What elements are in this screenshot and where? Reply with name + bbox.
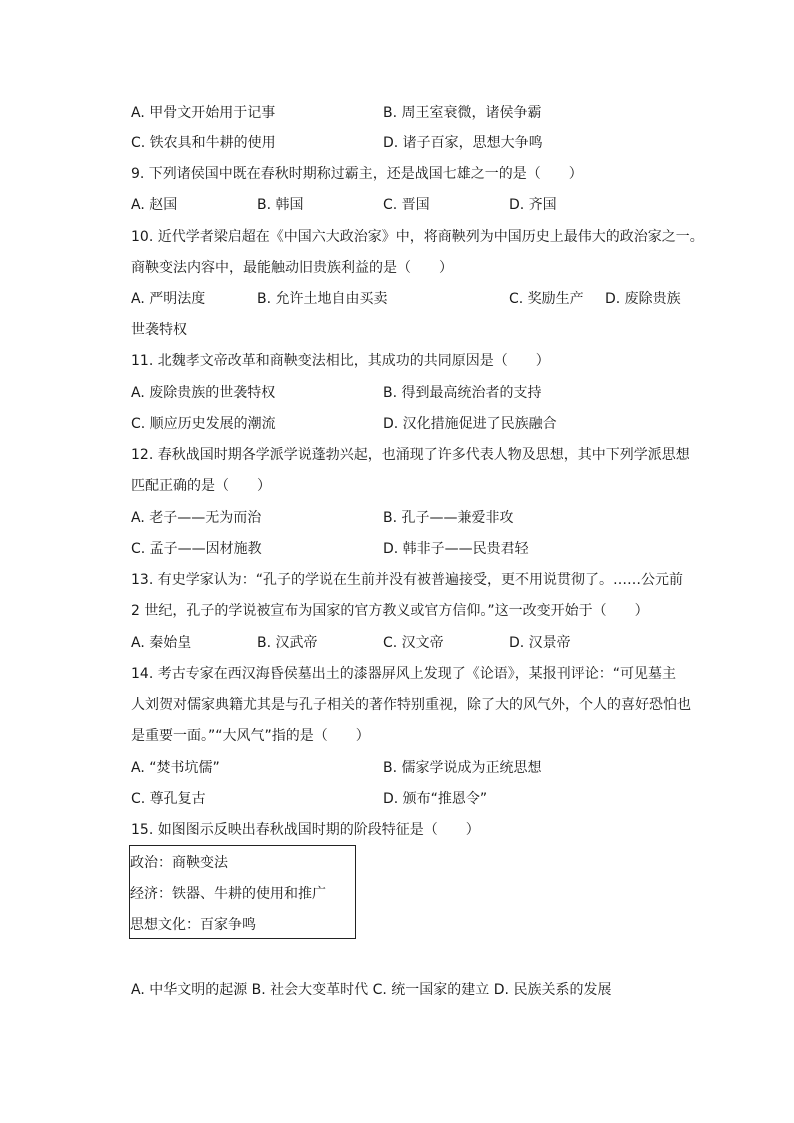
q15-box-culture: 思想文化：百家争鸣 (130, 917, 256, 933)
q9-option-b: B. 韩国 (257, 197, 304, 213)
q15-box-politics: 政治：商鞅变法 (130, 855, 228, 871)
q15-box-economy: 经济：铁器、牛耕的使用和推广 (130, 886, 326, 902)
q10-stem-line1: 10. 近代学者梁启超在《中国六大政治家》中，将商鞅列为中国历史上最伟大的政治家之一。 (131, 229, 704, 245)
q11-option-b: B. 得到最高统治者的支持 (383, 385, 542, 401)
q11-stem: 11. 北魏孝文帝改革和商鞅变法相比，其成功的共同原因是（ ） (131, 353, 550, 369)
q12-option-a: A. 老子——无为而治 (131, 510, 262, 526)
q12-stem-line1: 12. 春秋战国时期各学派学说蓬勃兴起，也涌现了许多代表人物及思想，其中下列学派思想 (131, 447, 690, 463)
q13-option-b: B. 汉武帝 (257, 635, 318, 651)
q15-info-box (129, 845, 356, 939)
q10-option-a: A. 严明法度 (131, 291, 206, 307)
q14-stem-line2: 人刘贺对儒家典籍尤其是与孔子相关的著作特别重视，除了大的风气外，个人的喜好恐怕也 (131, 697, 691, 713)
q12-stem-line2: 匹配正确的是（ ） (131, 478, 271, 494)
q10-option-c: C. 奖励生产 (509, 291, 584, 307)
q12-option-c: C. 孟子——因材施教 (131, 541, 262, 557)
q8-option-b: B. 周王室衰微，诸侯争霸 (383, 105, 542, 121)
q10-option-d: D. 废除贵族 (605, 291, 681, 307)
q15-options: A. 中华文明的起源 B. 社会大变革时代 C. 统一国家的建立 D. 民族关系的发展 (131, 982, 612, 998)
q14-option-a: A. “焚书坑儒” (131, 760, 220, 776)
q10-option-d-continued: 世袭特权 (131, 322, 187, 338)
q14-stem-line3: 是重要一面。”“大风气”指的是（ ） (131, 728, 370, 744)
q8-option-d: D. 诸子百家，思想大争鸣 (383, 135, 543, 151)
q9-option-a: A. 赵国 (131, 197, 178, 213)
q8-option-a: A. 甲骨文开始用于记事 (131, 105, 276, 121)
q11-option-d: D. 汉化措施促进了民族融合 (383, 416, 557, 432)
q11-option-c: C. 顺应历史发展的潮流 (131, 416, 276, 432)
q13-option-a: A. 秦始皇 (131, 635, 192, 651)
q15-stem: 15. 如图图示反映出春秋战国时期的阶段特征是（ ） (131, 822, 480, 838)
q14-option-d: D. 颁布“推恩令” (383, 791, 488, 807)
q13-stem-line2: 2 世纪，孔子的学说被宣布为国家的官方教义或官方信仰。”这一改变开始于（ ） (131, 603, 649, 619)
q9-option-c: C. 晋国 (383, 197, 430, 213)
q13-option-d: D. 汉景帝 (509, 635, 571, 651)
q12-option-d: D. 韩非子——民贵君轻 (383, 541, 529, 557)
q9-stem: 9. 下列诸侯国中既在春秋时期称过霸主，还是战国七雄之一的是（ ） (131, 166, 583, 182)
q8-option-c: C. 铁农具和牛耕的使用 (131, 135, 276, 151)
q14-stem-line1: 14. 考古专家在西汉海昏侯墓出土的漆器屏风上发现了《论语》，某报刊评论：“可见墓主 (131, 666, 676, 682)
q12-option-b: B. 孔子——兼爱非攻 (383, 510, 514, 526)
q14-option-b: B. 儒家学说成为正统思想 (383, 760, 542, 776)
q14-option-c: C. 尊孔复古 (131, 791, 206, 807)
q10-stem-line2: 商鞅变法内容中，最能触动旧贵族利益的是（ ） (131, 260, 453, 276)
q13-stem-line1: 13. 有史学家认为：“孔子的学说在生前并没有被普遍接受，更不用说贯彻了。……公元前 (131, 572, 683, 588)
q10-option-b: B. 允许土地自由买卖 (257, 291, 388, 307)
q11-option-a: A. 废除贵族的世袭特权 (131, 385, 276, 401)
q13-option-c: C. 汉文帝 (383, 635, 444, 651)
q9-option-d: D. 齐国 (509, 197, 557, 213)
